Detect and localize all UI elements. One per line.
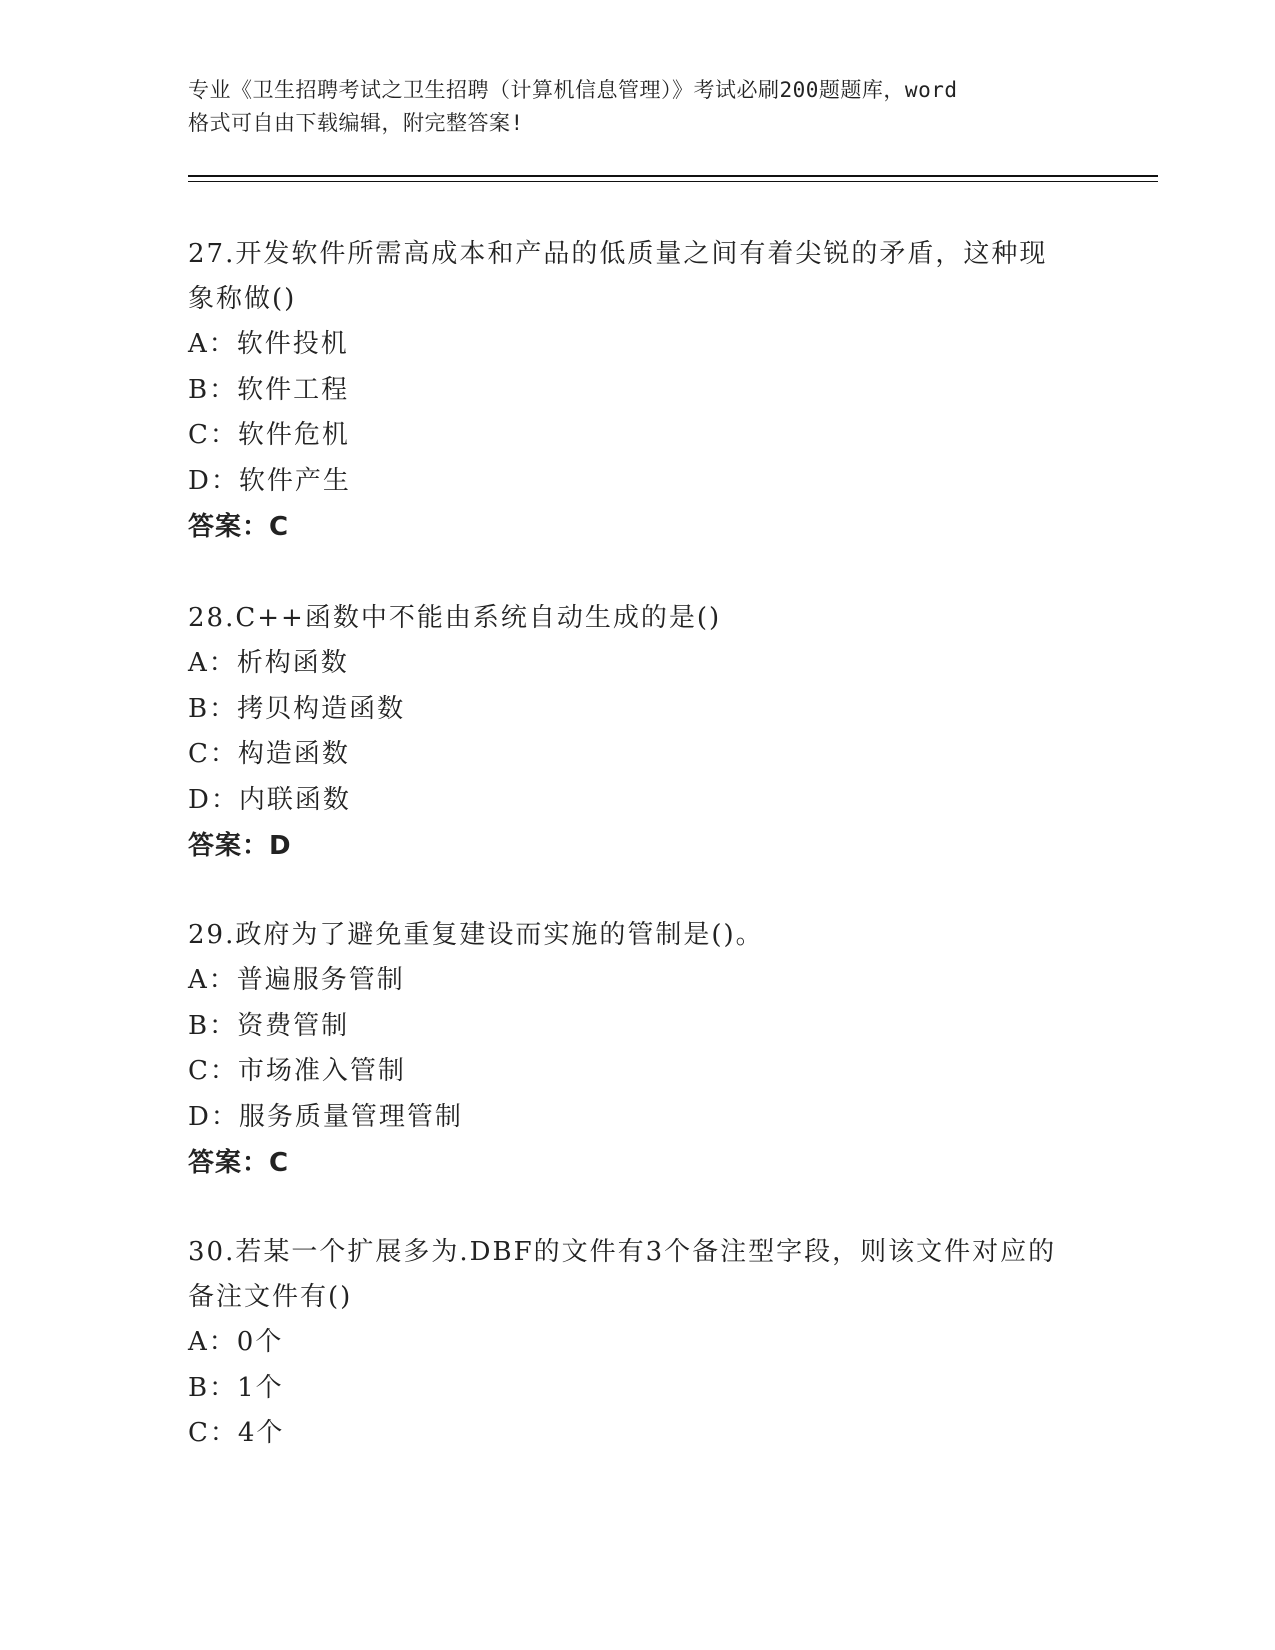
option-c: C：4个 <box>188 1418 285 1448</box>
header-rule-top <box>188 175 1158 177</box>
question-27 <box>188 232 1088 550</box>
option-a: A：析构函数 <box>188 648 349 678</box>
answer: 答案：D <box>188 831 292 861</box>
header-line-2: 格式可自由下载编辑，附完整答案! <box>188 111 524 135</box>
question-30 <box>188 1230 1088 1457</box>
option-c: C：构造函数 <box>188 739 350 769</box>
option-c: C：软件危机 <box>188 420 350 450</box>
option-b: B：资费管制 <box>188 1010 350 1041</box>
option-b: B：软件工程 <box>188 374 350 405</box>
option-b: B：1个 <box>188 1372 284 1403</box>
question-29 <box>188 913 1088 1186</box>
question-text-cont: 备注文件有() <box>188 1282 353 1312</box>
question-28 <box>188 596 1088 869</box>
option-a: A：0个 <box>188 1327 284 1357</box>
question-text: 27.开发软件所需高成本和产品的低质量之间有着尖锐的矛盾，这种现 <box>188 239 1048 269</box>
option-d: D：内联函数 <box>188 784 351 815</box>
option-c: C：市场准入管制 <box>188 1056 406 1086</box>
option-a: A：普遍服务管制 <box>188 965 405 995</box>
option-d: D：服务质量管理管制 <box>188 1101 463 1132</box>
question-text: 29.政府为了避免重复建设而实施的管制是()。 <box>188 920 764 950</box>
option-d: D：软件产生 <box>188 465 351 496</box>
option-a: A：软件投机 <box>188 329 349 359</box>
question-text: 28.C++函数中不能由系统自动生成的是() <box>188 603 722 633</box>
option-b: B：拷贝构造函数 <box>188 693 406 724</box>
answer: 答案：C <box>188 1148 290 1178</box>
question-text: 30.若某一个扩展多为.DBF的文件有3个备注型字段，则该文件对应的 <box>188 1237 1057 1267</box>
header-rule-bottom <box>188 181 1158 182</box>
document-header <box>188 74 1088 140</box>
answer: 答案：C <box>188 512 290 542</box>
header-line-1: 专业《卫生招聘考试之卫生招聘（计算机信息管理）》考试必刷200题题库，word <box>188 78 958 102</box>
question-text-cont: 象称做() <box>188 284 297 314</box>
